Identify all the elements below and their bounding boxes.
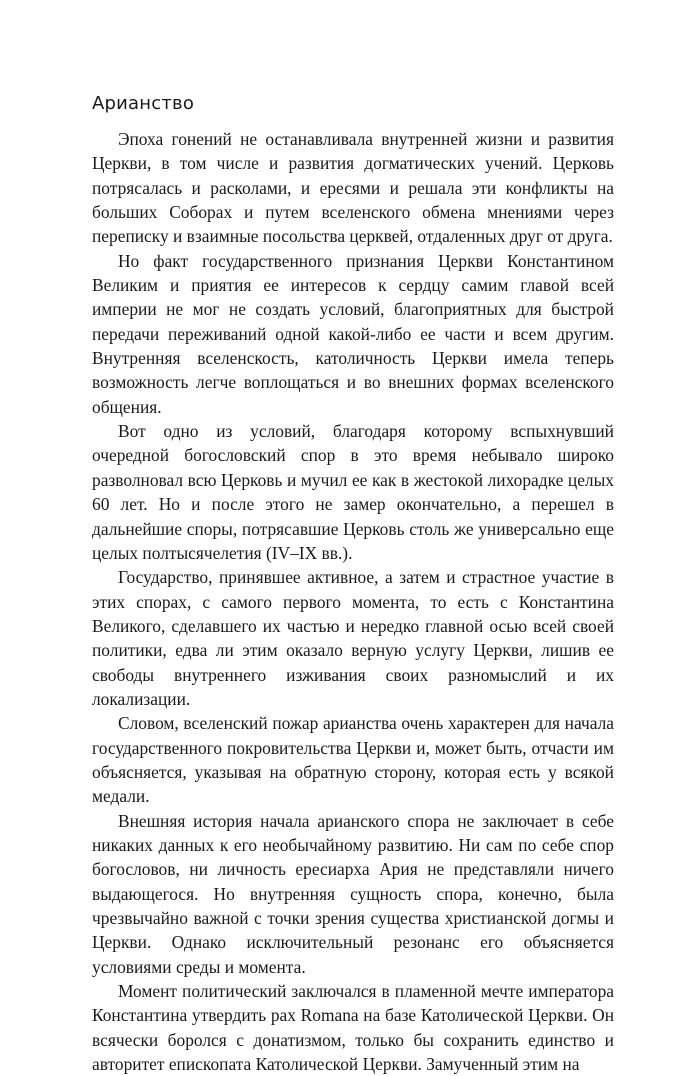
body-text (92, 127, 614, 1076)
paragraph: Словом, вселенский пожар арианства очень характерен для начала государственного покровительства Церкви и, может быть, отчасти им объясняется, указывая на обратную сторону, которая есть у всякой медали. (92, 713, 614, 807)
section-heading: Арианство (92, 93, 195, 114)
paragraph: Государство, принявшее активное, а затем и страстное участие в этих спорах, с самого первого момента, то есть с Константина Великого, сделавшего их частью и нередко главной осью всей своей политики, едва ли этим оказало верную услугу Церкви, лишив ее свободы внутреннего изживания своих разномыслий и их локализации. (92, 567, 614, 709)
paragraph: Вот одно из условий, благодаря которому вспыхнувший очередной богословский спор в это время небывало широко разволновал всю Церковь и мучил ее как в жестокой лихорадке целых 60 лет. Но и после этого не замер окончательно, а перешел в дальнейшие споры, потрясавшие Церковь столь же универсально еще целых полтысячелетия (IV–IX вв.). (92, 421, 614, 563)
paragraph: Но факт государственного признания Церкви Константином Великим и приятия ее интересов к сердцу самим главой всей империи не мог не создать условий, благоприятных для быстрой передачи переживаний одной какой-либо ее части и всем другим. Внутренняя вселенскость, католичность Церкви имела теперь возможность легче воплощаться и во внешних формах вселенского общения. (92, 250, 614, 417)
paragraph: Эпоха гонений не останавливала внутренней жизни и развития Церкви, в том числе и развития догматических учений. Церковь потрясалась и расколами, и ересями и решала эти конфликты на больших Соборах и путем вселенского обмена мнениями через переписку и взаимные посольства церквей, отдаленных друг от друга. (92, 129, 614, 247)
paragraph: Момент политический заключался в пламенной мечте императора Константина утвердить pax Romana на базе Католической Церкви. Он всячески боролся с донатизмом, только бы сохранить единство и авторитет епископата Католической Церкви. Замученный этим на (92, 981, 614, 1075)
paragraph: Внешняя история начала арианского спора не заключает в себе никаких данных к его необычайному развитию. Ни сам по себе спор богословов, ни личность ересиарха Ария не представляли ничего выдающегося. Но внутренняя сущность спора, конечно, была чрезвычайно важной с точки зрения существа христианской догмы и Церкви. Однако исключительный резонанс его объясняется условиями среды и момента. (92, 810, 614, 977)
